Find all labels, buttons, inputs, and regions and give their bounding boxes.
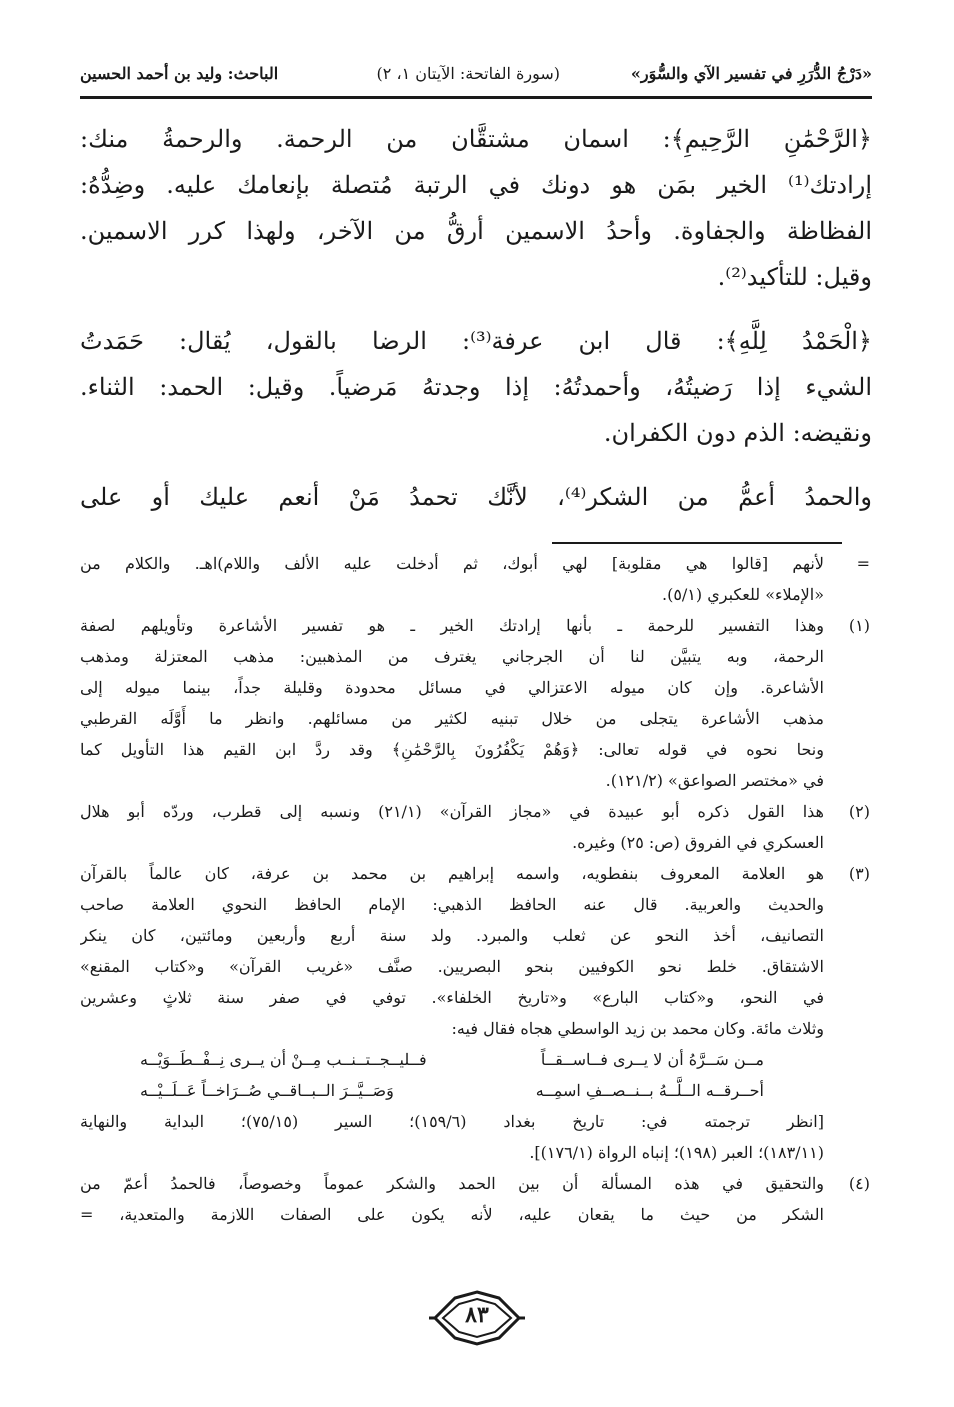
footnote-line: الشكر من حيث ما يقعان عليه، لأنه يكون على الصفات اللازمة والمتعدية، =: [80, 1205, 824, 1224]
footnote-line: «الإملاء» للعكبري (٥/١).: [661, 585, 824, 604]
footnote-line: في النحو، و«كتاب البارع» و«تاريخ الخلفاء». توفي في صفر سنة ثلاثٍ وعشرين: [80, 988, 824, 1007]
footnote-line: ونحا نحوه في قوله تعالى: ﴿وَهُمْ يَكْفُرُونَ بِالرَّحْمَٰنِ﴾ وقد ردَّ ابن القيم هذا التأويل كما: [80, 740, 824, 759]
footnote-line: والحديث والعربية. قال عنه الحافظ الذهبي: الإمام الحافظ النحوي العلامة صاحب: [80, 895, 824, 914]
footnote-line: العسكري في الفروق (ص: ٢٥) وغيره.: [572, 833, 824, 852]
footnote-line: (١٨٣/١١)؛ العبر (١٩٨)؛ إنباه الرواة (١٧٦/١)].: [529, 1143, 824, 1162]
header-researcher-name: الباحث: وليد بن أحمد الحسين: [80, 64, 279, 83]
footnote-3: [80, 858, 872, 1168]
footnote-line: مذهب الأشاعرة يتجلى من خلال تبنيه لكثير من مسائلهم. وانظر ما أَوَّلَه القرطبي: [80, 709, 824, 728]
footnote-line: الرحمة، وبه يتبيَّن لنا أن الجرجاني يغترف من المذهبين: مذهب المعتزلة ومذهب: [80, 647, 824, 666]
header-surah-reference: (سورة الفاتحة: الآيتان ١، ٢): [376, 64, 560, 83]
text-line: ﴿الْحَمْدُ لِلَّهِ﴾: قال ابن عرفة⁽³⁾: الرضا بالقول، يُقال: حَمَدتُ: [80, 327, 872, 355]
poem-verse: [80, 1044, 824, 1075]
page-number: ٨٣: [465, 1302, 489, 1328]
footnote-line: هو العلامة المعروف بنفطويه، واسمه إبراهيم بن محمد بن عرفة، كان عالماً بالقرآن: [80, 864, 824, 883]
footnote-line: الأشاعرة. وإن كان ميوله الاعتزالي في مسائل محدودة وقليلة جداً، بينما ميوله إلى: [80, 678, 824, 697]
main-text: [80, 116, 872, 520]
footnote-4: [80, 1168, 872, 1230]
verse-first-hemistich: مــن سَــرَّهُ أن لا يــرى فــاســقــاً: [540, 1050, 764, 1069]
text-line: والحمدُ أعمُّ من الشكر⁽⁴⁾، لأنَّك تحمدُ مَنْ أنعم عليك أو على: [80, 483, 872, 511]
text-line: وقيل: للتأكيد⁽²⁾.: [717, 263, 872, 291]
footnote-separator: [552, 542, 842, 544]
paragraph-rahman-rahim: [80, 116, 872, 300]
running-header: [80, 60, 872, 99]
footnote-line: الاشتقاق. خلط نحو الكوفيين بنحو البصريين. صنَّف «غريب القرآن» و«كتاب المقنع»: [80, 957, 824, 976]
footnote-number: (١): [848, 616, 870, 635]
footnote-2: [80, 796, 872, 858]
footnote-line: التصانيف، أخذ النحو عن ثعلب والمبرد. ولد سنة أربع وأربعين ومائتين، كان ينكر: [80, 926, 824, 945]
paragraph-hamd-shukr: [80, 474, 872, 520]
header-book-title: «دَرْجُ الدُّرَرِ في تفسير الآي والسُّوَر»: [630, 64, 872, 83]
footnote-line: لأنهم [قالوا هي مقلوبة] لهي أبوك، ثم أدخلت عليه الألف واللام)اهـ. والكلام من: [80, 554, 824, 573]
text-line: إرادتك⁽¹⁾ الخير بمَن هو دونك في الرتبة مُتصلة بإنعامك عليه. وضِدُّهُ:: [80, 171, 872, 199]
text-line: ونقيضه: الذم دون الكفران.: [603, 419, 872, 447]
footnote-number: (٤): [848, 1174, 870, 1193]
poem-verse: [80, 1075, 824, 1106]
page-number-badge: [427, 1290, 527, 1346]
footnote-marker: =: [856, 554, 870, 573]
footnote-number: (٣): [848, 864, 870, 883]
text-line: ﴿الرَّحْمَٰنِ الرَّحِيمِ﴾: اسمان مشتقَّان من الرحمة. والرحمةُ منك:: [80, 125, 872, 153]
paragraph-hamd: [80, 318, 872, 456]
footnote-line: وثلاث مائة. وكان محمد بن زيد الواسطي هجاه فقال فيه:: [451, 1019, 824, 1038]
footnote-line: في «مختصر الصواعق» (١٢١/٢).: [605, 771, 824, 790]
footnote-continuation: [80, 548, 872, 610]
verse-second-hemistich: وَصَــيَّــرَ الــبــاقــي صُــرَاخــاً عَــلَــيْــه: [140, 1081, 394, 1100]
footnote-line: [انظر ترجمته في: تاريخ بغداد (١٥٩/٦)؛ السير (٧٥/١٥)؛ البداية والنهاية: [80, 1112, 824, 1131]
footnote-line: هذا القول ذكره أبو عبيدة في «مجاز القرآن» (٢١/١) ونسبه إلى قطرب، وردّه أبو هلال: [80, 802, 824, 821]
footnote-1: [80, 610, 872, 796]
footnote-number: (٢): [848, 802, 870, 821]
footnote-line: والتحقيق في هذه المسألة أن بين الحمد والشكر عموماً وخصوصاً، فالحمدُ أعمّ من: [80, 1174, 824, 1193]
footnotes: [80, 548, 872, 1230]
verse-second-hemistich: فــليــجــتــنــب مِــنْ أن يــرى نِــفْــطَــوَيْــه: [140, 1050, 427, 1069]
verse-first-hemistich: أحــرقــه الــلَّــهُ بــنــصــفِ اسمِــه: [535, 1081, 764, 1100]
text-line: الشيء إذا رَضيتُهُ، وأحمدتُهُ: إذا وجدتهُ مَرضياً. وقيل: الحمد: الثناء.: [80, 373, 872, 401]
text-line: الفظاظة والجفاوة. وأحدُ الاسمين أرقُّ من الآخر، ولهذا كرر الاسمين.: [80, 217, 872, 245]
footnote-line: وهذا التفسير للرحمة ـ بأنها إرادتك الخير ـ هو تفسير الأشاعرة وتأويلهم لصفة: [80, 616, 824, 635]
